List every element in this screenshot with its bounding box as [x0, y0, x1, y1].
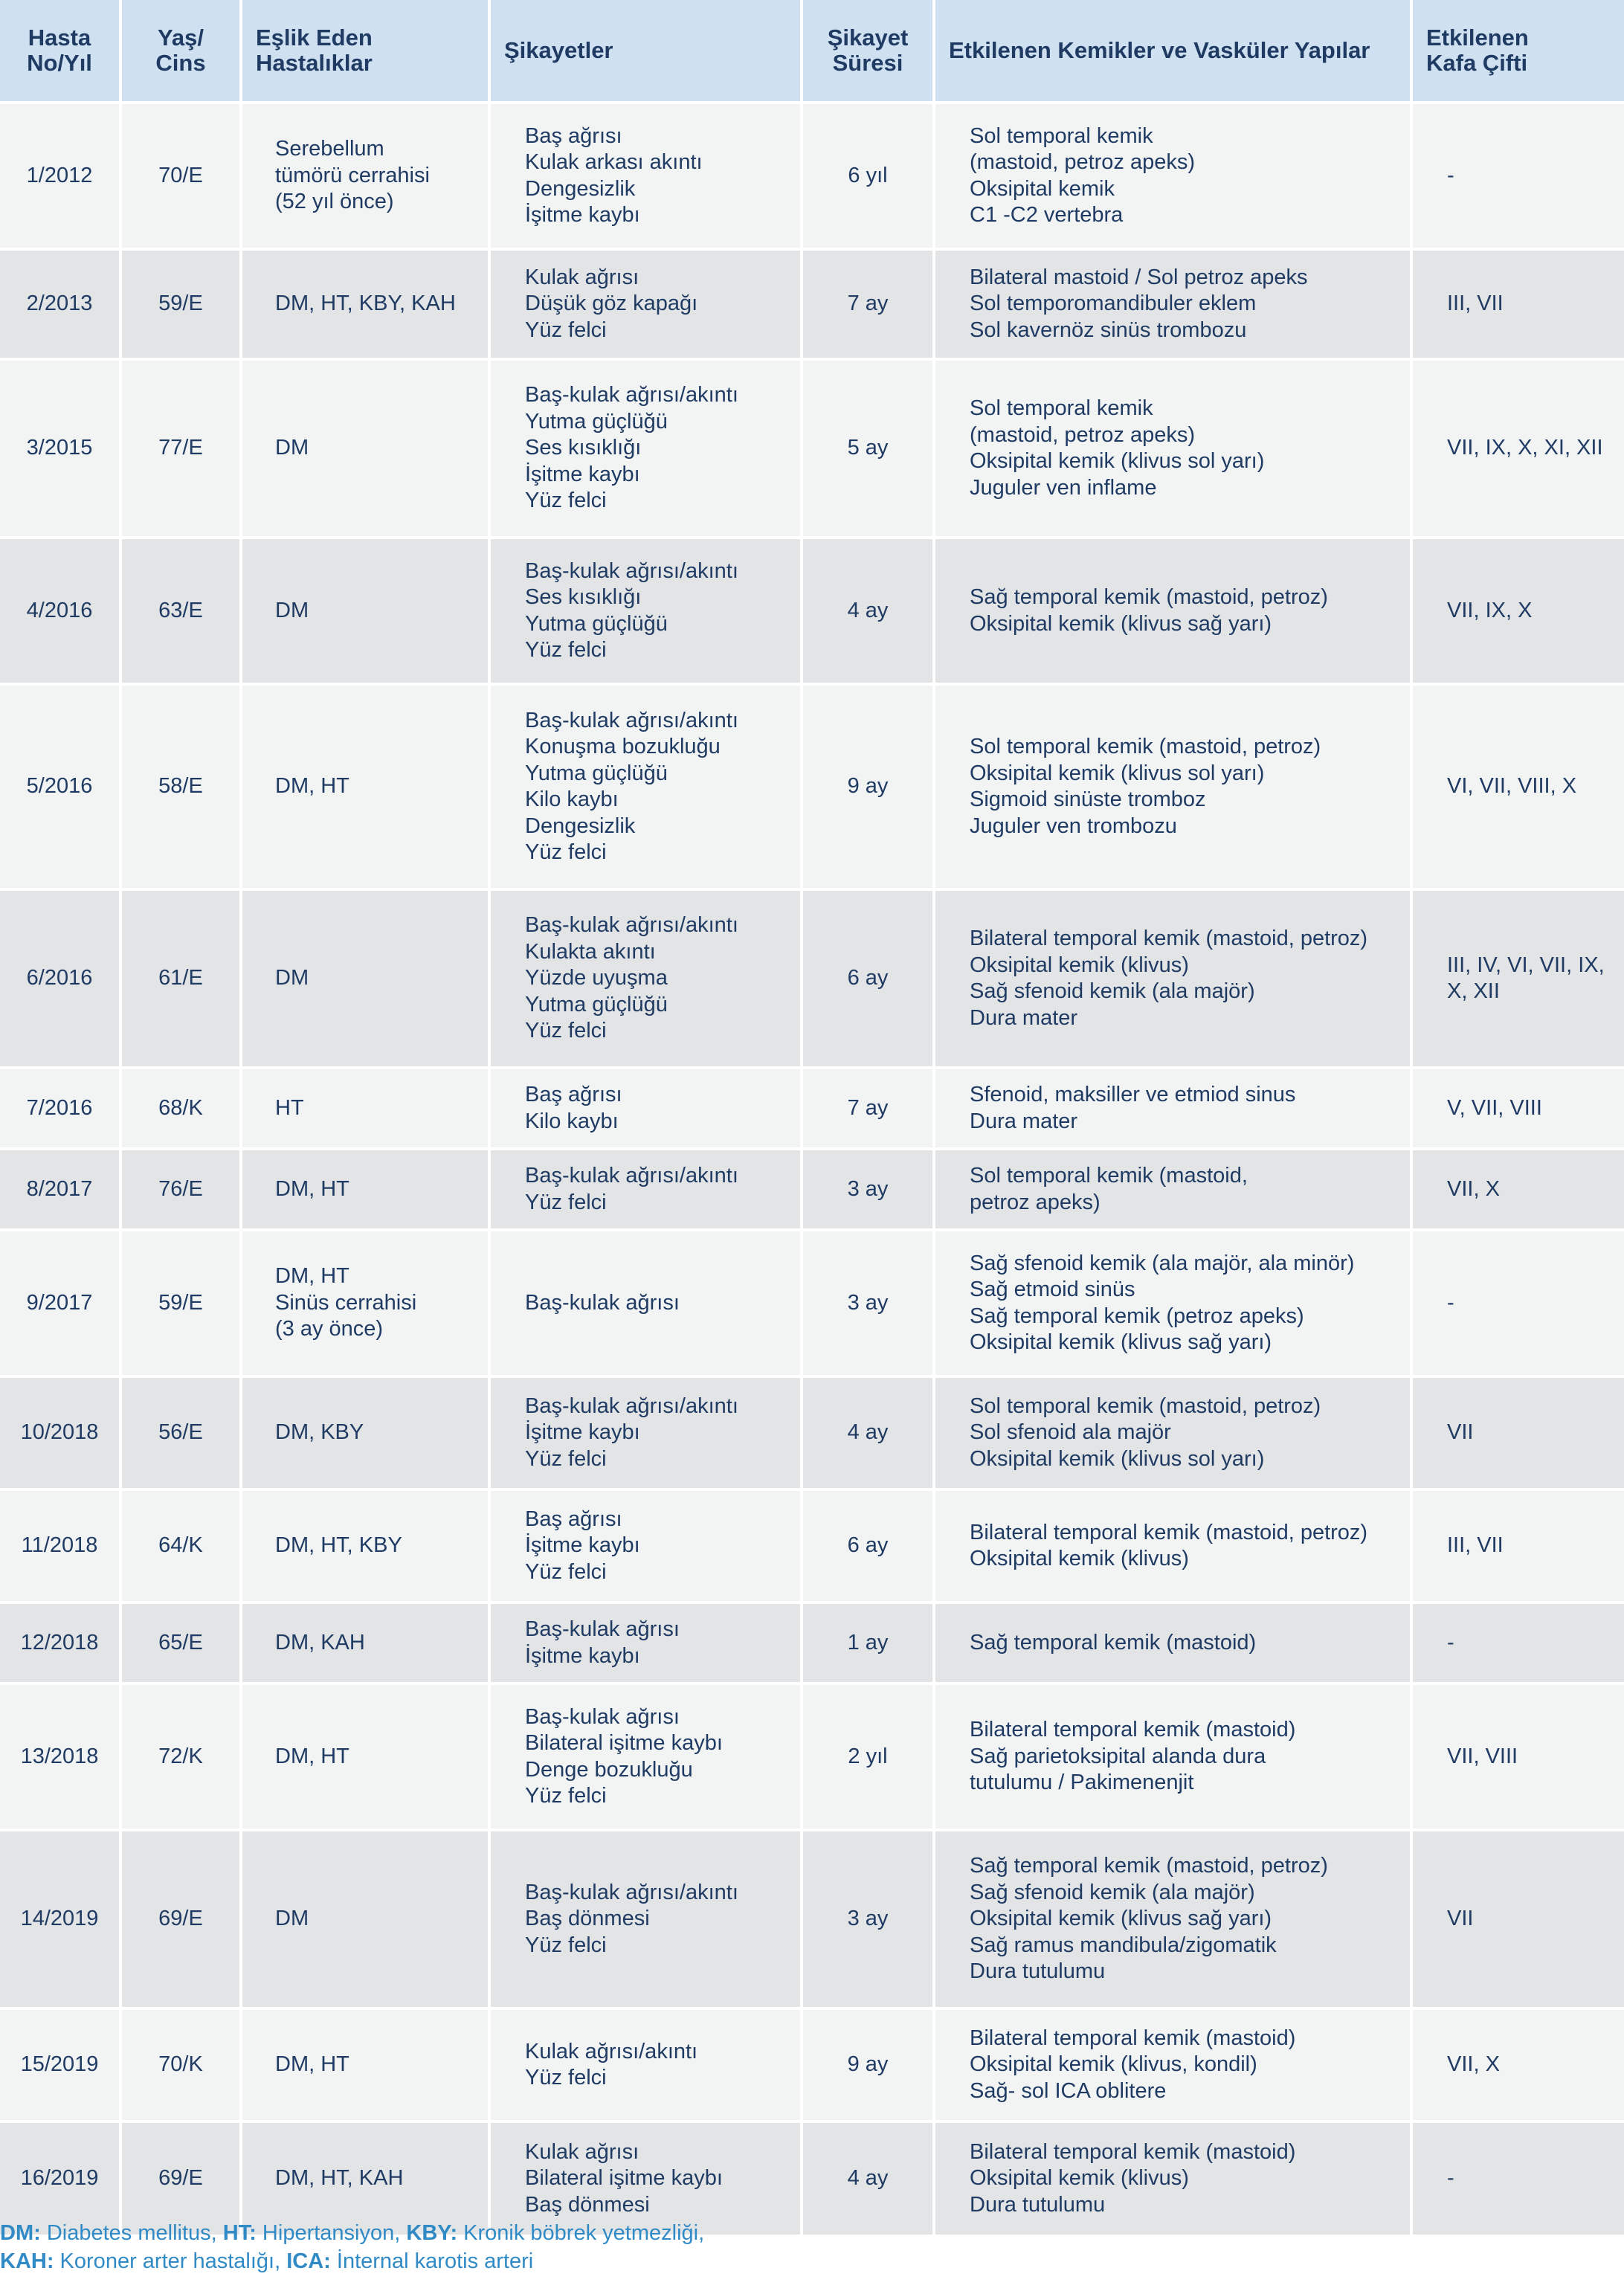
cell-text-line: DM, HT [275, 774, 349, 799]
header-duration [802, 0, 934, 103]
cell-cranial-nerves [1411, 1489, 1624, 1602]
cell-text-line: Yutma güçlüğü [525, 761, 668, 785]
header-text-line: Hasta [28, 25, 91, 51]
cell-text-line: HT [275, 1095, 304, 1120]
cell-text-line: İşitme kaybı [525, 1643, 640, 1668]
cell-text-line: Düşük göz kapağı [525, 291, 698, 316]
cell-text-line: Yüz felci [525, 2066, 607, 2090]
legend-line [0, 2219, 1624, 2247]
cell-text-line: Bilateral temporal kemik (mastoid) [970, 1718, 1296, 1742]
cell-patient-no: 10/2018 [0, 1376, 120, 1489]
cell-text-line: Sol temporal kemik (mastoid, petroz) [970, 735, 1321, 758]
cell-text-line: Sağ temporal kemik (petroz apeks) [970, 1304, 1304, 1328]
header-cranial-nerves [1411, 0, 1624, 103]
cell-text-line: Juguler ven trombozu [970, 813, 1177, 838]
cell-comorbidities [241, 889, 489, 1068]
cell-text-line: (mastoid, petroz apeks) [970, 422, 1196, 447]
table-row [0, 1230, 1624, 1376]
cell-cranial-nerves [1411, 684, 1624, 889]
cell-cranial-nerves [1411, 359, 1624, 538]
cell-patient-no: 16/2019 [0, 2121, 120, 2236]
cell-text-line: VII, IX, X, XI, XII [1447, 436, 1603, 460]
cell-text-line: Sol temporal kemik [970, 396, 1153, 420]
cell-text-line: Sol temporomandibuler eklem [970, 291, 1257, 316]
cell-text-line: Yüz felci [525, 638, 607, 662]
cell-text-line: (3 ay önce) [275, 1317, 384, 1341]
table-row [0, 889, 1624, 1068]
cell-text-line: Yutma güçlüğü [525, 992, 668, 1016]
cell-text-line: Bilateral işitme kaybı [525, 2166, 723, 2191]
cell-text-line: Oksipital kemik (klivus, kondil) [970, 2052, 1257, 2077]
cell-duration: 5 ay [802, 359, 934, 538]
cell-age-sex: 58/E [120, 684, 241, 889]
cell-cranial-nerves [1411, 249, 1624, 359]
cell-text-line: Kulakta akıntı [525, 939, 656, 964]
cell-text-line: Kulak ağrısı/akıntı [525, 2039, 698, 2063]
cell-text-line: Sağ sfenoid kemik (ala majör) [970, 1880, 1255, 1904]
cell-comorbidities [241, 1602, 489, 1684]
cell-text-line: Baş-kulak ağrısı/akıntı [525, 558, 738, 583]
header-text-line: Kafa Çifti [1426, 50, 1528, 76]
cell-text-line: Ses kısıklığı [525, 585, 642, 609]
cell-affected-bones [934, 1149, 1411, 1230]
cell-complaints [489, 2008, 802, 2121]
cell-text-line: Bilateral temporal kemik (mastoid) [970, 2026, 1296, 2050]
cell-text-line: Oksipital kemik (klivus) [970, 953, 1189, 977]
cell-cranial-nerves [1411, 2008, 1624, 2121]
header-row [0, 0, 1624, 103]
cell-affected-bones [934, 889, 1411, 1068]
cell-text-line: III, VII [1447, 1533, 1504, 1558]
cell-text-line: Bilateral işitme kaybı [525, 1731, 723, 1755]
header-text-line: Yaş/ [157, 25, 204, 51]
cell-text-line: DM, KBY [275, 1420, 364, 1445]
header-text-line: Şikayet [827, 25, 909, 51]
cell-text-line: Baş-kulak ağrısı [525, 1704, 680, 1729]
table-row [0, 1149, 1624, 1230]
cell-duration: 9 ay [802, 2008, 934, 2121]
cell-text-line: DM, HT [275, 1744, 349, 1768]
cell-comorbidities [241, 1230, 489, 1376]
cell-text-line: Kilo kaybı [525, 1109, 619, 1133]
cell-age-sex: 68/K [120, 1068, 241, 1149]
cell-text-line: Yüz felci [525, 1933, 607, 1957]
header-comorbidities [241, 0, 489, 103]
cell-text-line: Oksipital kemik (klivus sol yarı) [970, 1446, 1265, 1471]
cell-age-sex: 69/E [120, 2121, 241, 2236]
cell-cranial-nerves [1411, 889, 1624, 1068]
cell-text-line: VI, VII, VIII, X [1447, 774, 1577, 799]
header-complaints [489, 0, 802, 103]
cell-text-line: Sağ ramus mandibula/zigomatik [970, 1933, 1277, 1957]
cell-text-line: Baş-kulak ağrısı [525, 1290, 680, 1315]
cell-duration: 3 ay [802, 1830, 934, 2008]
cell-text-line: Baş-kulak ağrısı/akıntı [525, 708, 738, 732]
cell-text-line: DM, HT [275, 1264, 349, 1289]
cell-text-line: Kulak ağrısı [525, 2139, 639, 2164]
header-patient-no [0, 0, 120, 103]
cell-text-line: (52 yıl önce) [275, 190, 394, 214]
cell-age-sex: 69/E [120, 1830, 241, 2008]
cell-patient-no: 3/2015 [0, 359, 120, 538]
table-row [0, 2008, 1624, 2121]
header-text-line: Şikayetler [504, 37, 613, 63]
cell-comorbidities [241, 1149, 489, 1230]
cell-patient-no: 7/2016 [0, 1068, 120, 1149]
cell-text-line: Baş ağrısı [525, 1083, 622, 1106]
cell-patient-no: 12/2018 [0, 1602, 120, 1684]
cell-duration: 9 ay [802, 684, 934, 889]
cell-text-line: Yüz felci [525, 1559, 607, 1584]
cell-comorbidities [241, 538, 489, 684]
table-header [0, 0, 1624, 103]
cell-text-line: Bilateral mastoid / Sol petroz apeks [970, 265, 1308, 289]
cell-text-line: Dura tutulumu [970, 1959, 1106, 1984]
cell-duration: 3 ay [802, 1230, 934, 1376]
cell-text-line: Yutma güçlüğü [525, 409, 668, 434]
cell-text-line: VII [1447, 1907, 1474, 1931]
cell-text-line: Dengesizlik [525, 176, 636, 201]
cell-text-line: Yüz felci [525, 1784, 607, 1808]
cell-text-line: DM [275, 1907, 309, 1931]
cell-text-line: Yüz felci [525, 1446, 607, 1471]
cell-text-line: tutulumu / Pakimenenjit [970, 1771, 1194, 1795]
table-row [0, 1376, 1624, 1489]
cell-affected-bones [934, 1230, 1411, 1376]
header-age-sex [120, 0, 241, 103]
cell-patient-no: 13/2018 [0, 1684, 120, 1830]
cell-comorbidities [241, 1068, 489, 1149]
cell-text-line: Konuşma bozukluğu [525, 735, 721, 758]
cell-text-line: Sağ sfenoid kemik (ala majör, ala minör) [970, 1251, 1355, 1275]
cell-cranial-nerves [1411, 1230, 1624, 1376]
cell-text-line: DM, HT, KAH [275, 2166, 404, 2191]
table-body [0, 103, 1624, 2236]
legend-abbreviation: DM: [0, 2221, 41, 2245]
cell-complaints [489, 359, 802, 538]
cell-text-line: Sağ- sol ICA oblitere [970, 2078, 1167, 2103]
cell-text-line: Yüz felci [525, 1190, 607, 1214]
header-text-line: Hastalıklar [256, 50, 373, 76]
cell-affected-bones [934, 1830, 1411, 2008]
legend-abbreviation: KBY: [406, 2221, 458, 2245]
cell-duration: 4 ay [802, 538, 934, 684]
cell-cranial-nerves [1411, 1830, 1624, 2008]
cell-text-line: Juguler ven inflame [970, 475, 1157, 500]
cell-text-line: V, VII, VIII [1447, 1095, 1542, 1120]
cell-text-line: - [1447, 2166, 1454, 2191]
cell-text-line: Sağ parietoksipital alanda dura [970, 1744, 1266, 1768]
header-text-line: Eşlik Eden [256, 25, 373, 51]
cell-text-line: İşitme kaybı [525, 1533, 640, 1558]
cell-age-sex: 65/E [120, 1602, 241, 1684]
cell-text-line: Kulak arkası akıntı [525, 150, 703, 174]
cell-text-line: DM, HT [275, 1176, 349, 1201]
cell-affected-bones [934, 684, 1411, 889]
cell-patient-no: 2/2013 [0, 249, 120, 359]
cell-text-line: DM [275, 598, 309, 622]
cell-age-sex: 59/E [120, 249, 241, 359]
cell-age-sex: 61/E [120, 889, 241, 1068]
cell-duration: 2 yıl [802, 1684, 934, 1830]
cell-duration: 4 ay [802, 2121, 934, 2236]
cell-duration: 7 ay [802, 1068, 934, 1149]
cell-text-line: Baş-kulak ağrısı [525, 1617, 680, 1641]
cell-text-line: Sağ temporal kemik (mastoid, petroz) [970, 1854, 1328, 1878]
cell-text-line: Yüz felci [525, 318, 607, 342]
cell-complaints [489, 684, 802, 889]
cell-duration: 6 yıl [802, 103, 934, 249]
cell-text-line: Sol temporal kemik [970, 123, 1153, 148]
cell-affected-bones [934, 103, 1411, 249]
cell-complaints [489, 1230, 802, 1376]
cell-text-line: Baş-kulak ağrısı/akıntı [525, 1880, 738, 1904]
cell-complaints [489, 1602, 802, 1684]
cell-text-line: VII, X [1447, 1176, 1500, 1201]
cell-age-sex: 72/K [120, 1684, 241, 1830]
cell-text-line: Baş-kulak ağrısı/akıntı [525, 913, 738, 938]
cell-text-line: Baş dönmesi [525, 1907, 650, 1931]
cell-patient-no: 6/2016 [0, 889, 120, 1068]
legend-line [0, 2247, 1624, 2275]
cell-text-line: Sağ temporal kemik (mastoid, petroz) [970, 585, 1328, 609]
cell-text-line: Kilo kaybı [525, 787, 619, 811]
cell-text-line: - [1447, 1290, 1454, 1315]
cell-text-line: Oksipital kemik (klivus sağ yarı) [970, 611, 1272, 636]
cell-text-line: DM, KAH [275, 1630, 365, 1655]
cell-text-line: İşitme kaybı [525, 203, 640, 227]
cell-affected-bones [934, 1602, 1411, 1684]
cell-text-line: Baş-kulak ağrısı/akıntı [525, 1164, 738, 1188]
cell-text-line: Sağ sfenoid kemik (ala majör) [970, 979, 1255, 1003]
cell-comorbidities [241, 1684, 489, 1830]
cell-duration: 7 ay [802, 249, 934, 359]
legend-abbreviation: KAH: [0, 2249, 54, 2273]
cell-text-line: - [1447, 163, 1454, 187]
cell-text-line: DM [275, 436, 309, 460]
abbreviation-legend [0, 2219, 1624, 2275]
cell-text-line: Ses kısıklığı [525, 436, 642, 460]
cell-cranial-nerves [1411, 1376, 1624, 1489]
cell-comorbidities [241, 1376, 489, 1489]
cell-text-line: Sigmoid sinüste tromboz [970, 787, 1206, 811]
cell-affected-bones [934, 1684, 1411, 1830]
cell-patient-no: 15/2019 [0, 2008, 120, 2121]
cell-affected-bones [934, 1068, 1411, 1149]
cell-cranial-nerves [1411, 1602, 1624, 1684]
header-text-line: Etkilenen [1426, 25, 1529, 51]
cell-age-sex: 63/E [120, 538, 241, 684]
legend-definition: Hipertansiyon, [256, 2221, 407, 2245]
table-row [0, 684, 1624, 889]
cell-comorbidities [241, 1830, 489, 2008]
cell-age-sex: 77/E [120, 359, 241, 538]
cell-text-line: Denge bozukluğu [525, 1757, 693, 1782]
cell-text-line: Baş ağrısı [525, 1507, 622, 1531]
cell-duration: 1 ay [802, 1602, 934, 1684]
cell-age-sex: 76/E [120, 1149, 241, 1230]
cell-text-line: III, IV, VI, VII, IX, [1447, 953, 1605, 977]
cell-complaints [489, 1684, 802, 1830]
cell-text-line: Oksipital kemik [970, 176, 1115, 201]
cell-text-line: Sağ temporal kemik (mastoid) [970, 1630, 1257, 1655]
cell-affected-bones [934, 359, 1411, 538]
cell-text-line: Dura tutulumu [970, 2192, 1106, 2217]
cell-age-sex: 70/E [120, 103, 241, 249]
cell-patient-no: 9/2017 [0, 1230, 120, 1376]
cell-text-line: İşitme kaybı [525, 1420, 640, 1445]
legend-abbreviation: ICA: [286, 2249, 331, 2273]
cell-text-line: Yüzde uyuşma [525, 966, 668, 990]
cell-text-line: Baş-kulak ağrısı/akıntı [525, 383, 738, 407]
table-row [0, 1602, 1624, 1684]
table-row [0, 249, 1624, 359]
table-row [0, 1489, 1624, 1602]
cell-text-line: Oksipital kemik (klivus sağ yarı) [970, 1330, 1272, 1354]
cell-patient-no: 4/2016 [0, 538, 120, 684]
cell-duration: 4 ay [802, 1376, 934, 1489]
cell-text-line: Sfenoid, maksiller ve etmiod sinus [970, 1083, 1296, 1106]
header-text-line: Süresi [832, 50, 903, 76]
cell-cranial-nerves [1411, 103, 1624, 249]
cell-text-line: İşitme kaybı [525, 462, 640, 486]
cell-text-line: III, VII [1447, 291, 1504, 316]
cell-text-line: VII [1447, 1420, 1474, 1445]
cell-text-line: DM, HT, KBY, KAH [275, 291, 456, 316]
legend-definition: Kronik böbrek yetmezliği, [457, 2221, 705, 2245]
cell-patient-no: 1/2012 [0, 103, 120, 249]
cell-patient-no: 14/2019 [0, 1830, 120, 2008]
cell-text-line: DM [275, 966, 309, 990]
cell-text-line: Yutma güçlüğü [525, 611, 668, 636]
table-row [0, 1830, 1624, 2008]
cell-text-line: Bilateral temporal kemik (mastoid, petroz) [970, 1520, 1368, 1544]
cell-text-line: Oksipital kemik (klivus) [970, 2166, 1189, 2191]
cell-affected-bones [934, 538, 1411, 684]
cell-text-line: Oksipital kemik (klivus sol yarı) [970, 449, 1265, 473]
cell-text-line: Yüz felci [525, 489, 607, 513]
cell-text-line: DM, HT, KBY [275, 1533, 402, 1558]
table-row [0, 103, 1624, 249]
cell-text-line: tümörü cerrahisi [275, 163, 430, 187]
cell-duration: 3 ay [802, 1149, 934, 1230]
cell-text-line: Baş ağrısı [525, 123, 622, 148]
cell-text-line: C1 -C2 vertebra [970, 203, 1124, 227]
cell-text-line: Yüz felci [525, 1019, 607, 1043]
cell-duration: 6 ay [802, 1489, 934, 1602]
cell-text-line: Bilateral temporal kemik (mastoid) [970, 2139, 1296, 2164]
cell-age-sex: 70/K [120, 2008, 241, 2121]
cell-complaints [489, 889, 802, 1068]
cell-complaints [489, 1149, 802, 1230]
cell-text-line: DM, HT [275, 2052, 349, 2077]
legend-abbreviation: HT: [222, 2221, 257, 2245]
header-text-line: No/Yıl [27, 50, 92, 76]
cell-affected-bones [934, 1376, 1411, 1489]
cell-text-line: - [1447, 1630, 1454, 1655]
cell-text-line: Baş-kulak ağrısı/akıntı [525, 1394, 738, 1418]
cell-comorbidities [241, 2008, 489, 2121]
cell-text-line: Sinüs cerrahisi [275, 1290, 417, 1315]
cell-comorbidities [241, 103, 489, 249]
cell-patient-no: 8/2017 [0, 1149, 120, 1230]
cell-age-sex: 59/E [120, 1230, 241, 1376]
cell-text-line: (mastoid, petroz apeks) [970, 150, 1196, 174]
legend-definition: Diabetes mellitus, [40, 2221, 223, 2245]
cell-comorbidities [241, 684, 489, 889]
cell-text-line: petroz apeks) [970, 1190, 1101, 1214]
cell-complaints [489, 538, 802, 684]
cell-text-line: Sol temporal kemik (mastoid, petroz) [970, 1394, 1321, 1418]
cell-text-line: Dura mater [970, 1109, 1078, 1133]
cell-cranial-nerves [1411, 1068, 1624, 1149]
cell-complaints [489, 1830, 802, 2008]
cell-complaints [489, 1068, 802, 1149]
cell-complaints [489, 1489, 802, 1602]
cell-text-line: VII, VIII [1447, 1744, 1518, 1768]
cell-affected-bones [934, 1489, 1411, 1602]
table-row [0, 359, 1624, 538]
cell-text-line: Oksipital kemik (klivus sağ yarı) [970, 1907, 1272, 1931]
cell-comorbidities [241, 1489, 489, 1602]
cell-patient-no: 11/2018 [0, 1489, 120, 1602]
cell-text-line: X, XII [1447, 979, 1500, 1003]
cell-duration: 6 ay [802, 889, 934, 1068]
cell-text-line: Kulak ağrısı [525, 265, 639, 289]
cell-comorbidities [241, 359, 489, 538]
legend-definition: Koroner arter hastalığı, [54, 2249, 287, 2273]
table-row [0, 1068, 1624, 1149]
cell-age-sex: 64/K [120, 1489, 241, 1602]
cell-text-line: Oksipital kemik (klivus sol yarı) [970, 761, 1265, 785]
cell-text-line: Sol sfenoid ala majör [970, 1420, 1171, 1445]
cell-text-line: Bilateral temporal kemik (mastoid, petroz) [970, 927, 1368, 950]
cell-complaints [489, 249, 802, 359]
cell-text-line: Sol kavernöz sinüs trombozu [970, 318, 1247, 342]
cell-complaints [489, 1376, 802, 1489]
cell-text-line: VII, IX, X [1447, 598, 1533, 622]
cell-text-line: Dengesizlik [525, 813, 636, 838]
table-row [0, 538, 1624, 684]
cell-text-line: Sağ etmoid sinüs [970, 1278, 1135, 1301]
cell-cranial-nerves [1411, 1684, 1624, 1830]
cell-text-line: Sol temporal kemik (mastoid, [970, 1164, 1248, 1188]
cell-text-line: Dura mater [970, 1005, 1078, 1030]
cell-age-sex: 56/E [120, 1376, 241, 1489]
cell-complaints [489, 103, 802, 249]
header-text-line: Etkilenen Kemikler ve Vasküler Yapılar [949, 37, 1370, 63]
cell-affected-bones [934, 249, 1411, 359]
cell-cranial-nerves [1411, 538, 1624, 684]
cell-text-line: Yüz felci [525, 840, 607, 864]
header-affected-bones [934, 0, 1411, 103]
cell-text-line: Baş dönmesi [525, 2192, 650, 2217]
cell-text-line: Oksipital kemik (klivus) [970, 1547, 1189, 1570]
header-text-line: Cins [155, 50, 206, 76]
cell-patient-no: 5/2016 [0, 684, 120, 889]
table-row [0, 1684, 1624, 1830]
cell-affected-bones [934, 2008, 1411, 2121]
legend-definition: İnternal karotis arteri [330, 2249, 534, 2273]
cell-text-line: VII, X [1447, 2052, 1500, 2077]
cell-cranial-nerves [1411, 1149, 1624, 1230]
cell-comorbidities [241, 249, 489, 359]
cell-text-line: Serebellum [275, 137, 384, 161]
